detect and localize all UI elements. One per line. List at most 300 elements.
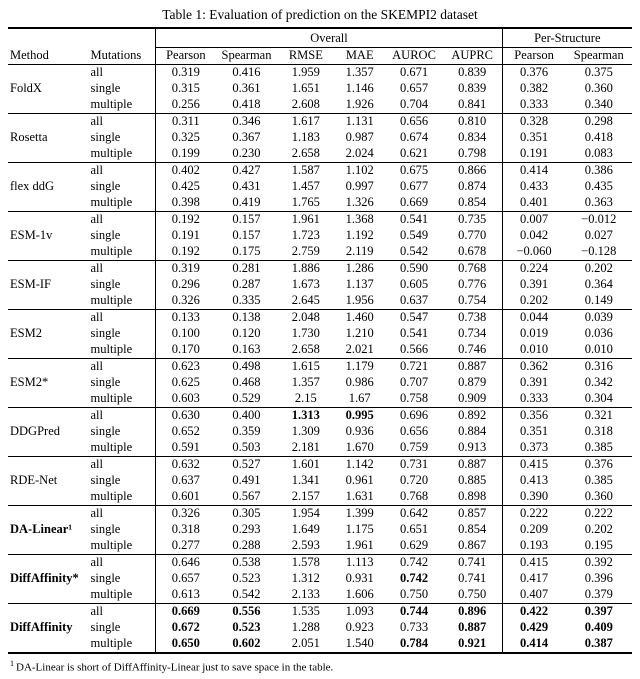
value-cell: 1.341 [291,473,320,487]
value-cell: 0.503 [232,440,261,454]
value-cell: 0.867 [458,538,487,552]
value-cell: 0.293 [232,522,261,536]
value-cell: 0.567 [232,489,261,503]
value-cell: 0.754 [458,293,487,307]
value-cell: 0.418 [584,130,613,144]
value-cell: 0.566 [399,342,429,356]
value-cell: 0.750 [458,587,487,601]
value-cell: 0.750 [399,587,429,601]
mutations-type: single [90,522,121,536]
value-cell: 1.956 [345,293,374,307]
value-cell: 0.669 [156,603,215,620]
value-cell: 0.744 [385,603,442,620]
value-cell: 1.961 [345,538,374,552]
value-cell: 0.333 [502,97,565,114]
value-cell: 0.590 [385,260,442,277]
value-cell: 0.995 [334,407,385,424]
value-cell: 0.288 [232,538,261,552]
method-name: Rosetta [8,113,89,162]
value-cell: 0.887 [443,456,502,473]
value-cell: 0.591 [156,440,215,457]
value-cell: 2.658 [291,342,320,356]
value-cell: 0.281 [215,260,277,277]
value-cell: 0.839 [458,65,487,79]
value-cell: 0.298 [566,113,633,130]
table-row [8,522,632,538]
mutations-type: single [90,179,121,193]
value-cell: 1.651 [291,81,320,95]
value-cell: 0.921 [458,636,487,650]
value-cell: 1.954 [278,505,334,522]
table-row [8,113,632,130]
mutations-type: multiple [90,636,133,650]
table-row [8,554,632,571]
value-cell: 0.885 [458,473,487,487]
value-cell: 0.362 [502,358,565,375]
table-row [8,571,632,587]
value-cell: 0.422 [502,603,565,620]
value-cell: 0.498 [215,358,277,375]
value-cell: 0.360 [584,489,613,503]
value-cell: 0.704 [399,97,429,111]
mutations-type: multiple [90,440,133,454]
value-cell: 0.541 [399,326,429,340]
value-cell: 0.202 [502,293,565,310]
value-cell: 0.133 [156,309,215,326]
value-cell: 0.120 [232,326,261,340]
value-cell: 1.587 [278,162,334,179]
value-cell: 0.776 [458,277,487,291]
value-cell: 0.669 [399,195,429,209]
value-cell: 1.175 [345,522,374,536]
table-row [8,489,632,506]
method-name: FoldX [10,81,42,95]
value-cell: 0.170 [156,342,215,359]
value-cell: 0.810 [443,113,502,130]
table-row [8,130,632,146]
value-cell: 1.617 [278,113,334,130]
value-cell: 0.360 [584,81,613,95]
mutations-type: all [89,505,156,522]
value-cell: 0.887 [443,358,502,375]
value-cell: 2.024 [345,146,374,160]
value-cell: 0.379 [584,587,613,601]
table-row [8,293,632,310]
mutations-type: multiple [90,146,133,160]
value-cell: 0.720 [399,473,429,487]
value-cell: 0.721 [385,358,442,375]
table-row [8,326,632,342]
table-header [8,28,632,64]
col-header-per-structure-spearman: Spearman [573,48,624,62]
method-name: DiffAffinity* [8,554,89,603]
value-cell: 0.931 [345,571,374,585]
value-cell: 0.857 [443,505,502,522]
col-header-per-structure-pearson: Pearson [502,47,565,64]
value-cell: 0.340 [584,97,613,111]
value-cell: 0.523 [232,620,261,634]
table-row [8,309,632,326]
value-cell: 0.391 [502,375,565,391]
value-cell: 0.027 [584,228,613,242]
mutations-type: all [89,407,156,424]
value-cell: 0.657 [156,571,215,587]
value-cell: 1.615 [278,358,334,375]
value-cell: 0.202 [566,260,633,277]
value-cell: 0.361 [232,81,261,95]
value-cell: 0.010 [584,342,613,356]
value-cell: 0.637 [399,293,429,307]
value-cell: 1.67 [348,391,371,405]
value-cell: 1.113 [334,554,385,571]
value-cell: 1.578 [278,554,334,571]
table-row [8,505,632,522]
value-cell: 0.602 [232,636,261,650]
value-cell: 0.657 [399,81,429,95]
value-cell: 1.926 [345,97,374,111]
mutations-type: single [90,375,121,389]
value-cell: 0.768 [399,489,429,503]
value-cell: 0.896 [443,603,502,620]
value-cell: 1.670 [345,440,374,454]
value-cell: 0.435 [584,179,613,193]
value-cell: 0.746 [458,342,487,356]
mutations-type: multiple [90,489,133,503]
value-cell: 0.759 [399,440,429,454]
value-cell: 1.286 [334,260,385,277]
value-cell: 0.175 [232,244,261,258]
value-cell: 0.407 [502,587,565,604]
table-row [8,603,632,620]
value-cell: 0.315 [156,81,215,97]
value-cell: 0.909 [458,391,487,405]
table-row [8,620,632,636]
value-cell: 0.549 [399,228,429,242]
table-row [8,162,632,179]
method-name: ESM2 [8,309,89,358]
value-cell: 0.402 [156,162,215,179]
value-cell: 1.357 [291,375,320,389]
value-cell: 2.133 [291,587,320,601]
value-cell: 1.399 [334,505,385,522]
value-cell: 0.542 [232,587,261,601]
value-cell: 1.309 [291,424,320,438]
value-cell: 1.723 [291,228,320,242]
value-cell: 1.137 [345,277,374,291]
value-cell: 0.887 [458,620,487,634]
value-cell: 0.527 [215,456,277,473]
value-cell: 0.230 [232,146,261,160]
value-cell: 0.784 [399,636,429,650]
value-cell: 0.841 [458,97,487,111]
value-cell: 0.735 [443,211,502,228]
mutations-type: single [90,81,121,95]
value-cell: 0.398 [156,195,215,212]
mutations-type: all [89,603,156,620]
value-cell: 0.646 [156,554,215,571]
value-cell: 0.138 [215,309,277,326]
value-cell: 0.304 [584,391,613,405]
mutations-type: multiple [90,538,133,552]
value-cell: 0.044 [502,309,565,326]
value-cell: 0.385 [584,473,613,487]
value-cell: 0.409 [584,620,613,634]
value-cell: 0.191 [502,146,565,163]
value-cell: 0.387 [584,636,613,650]
table-row [8,587,632,604]
value-cell: 1.131 [334,113,385,130]
value-cell: 0.923 [345,620,374,634]
table-row [8,538,632,555]
mutations-type: all [89,162,156,179]
value-cell: 0.431 [232,179,261,193]
value-cell: 0.623 [156,358,215,375]
value-cell: 2.048 [278,309,334,326]
value-cell: 0.798 [458,146,487,160]
value-cell: 0.224 [502,260,565,277]
value-cell: 1.460 [334,309,385,326]
value-cell: 0.741 [458,571,487,585]
value-cell: 0.468 [232,375,261,389]
value-cell: −0.128 [581,244,617,258]
col-header-rmse: RMSE [288,48,323,62]
value-cell: 1.102 [334,162,385,179]
value-cell: 0.997 [345,179,374,193]
value-cell: 1.730 [291,326,320,340]
value-cell: 0.373 [502,440,565,457]
value-cell: 1.183 [291,130,320,144]
value-cell: 0.192 [156,211,215,228]
value-cell: 0.738 [443,309,502,326]
mutations-type: single [90,424,121,438]
mutations-type: single [90,620,121,634]
value-cell: 0.898 [458,489,487,503]
mutations-type: all [89,456,156,473]
value-cell: 1.535 [278,603,334,620]
mutations-type: all [90,65,103,79]
value-cell: 0.425 [156,179,215,195]
mutations-type: multiple [90,391,133,405]
mutations-type: all [89,260,156,277]
method-name: flex ddG [8,162,89,211]
value-cell: 2.658 [291,146,320,160]
value-cell: 0.382 [502,81,565,97]
value-cell: 0.209 [502,522,565,538]
value-cell: 0.100 [156,326,215,342]
footnote-text: DA-Linear is short of DiffAffinity-Linear just to save space in the table. [16,661,334,674]
table-row [8,277,632,293]
value-cell: 1.886 [278,260,334,277]
value-cell: −0.012 [566,211,633,228]
value-cell: 2.157 [291,489,320,503]
value-cell: 0.328 [502,113,565,130]
value-cell: 1.312 [291,571,320,585]
mutations-type: single [90,326,121,340]
mutations-type: all [89,211,156,228]
value-cell: 0.333 [502,391,565,408]
value-cell: 0.839 [458,81,487,95]
value-cell: 0.325 [156,130,215,146]
value-cell: 0.556 [215,603,277,620]
mutations-type: single [90,473,121,487]
value-cell: 1.093 [334,603,385,620]
value-cell: 1.631 [345,489,374,503]
value-cell: 0.429 [502,620,565,636]
value-cell: 1.601 [278,456,334,473]
value-cell: 0.415 [502,456,565,473]
value-cell: 0.222 [566,505,633,522]
value-cell: 0.541 [385,211,442,228]
value-cell: 1.457 [291,179,320,193]
value-cell: 0.961 [345,473,374,487]
value-cell: 0.650 [156,636,215,653]
col-header-method: Method [10,48,49,62]
value-cell: 0.305 [215,505,277,522]
mutations-type: multiple [90,195,133,209]
value-cell: 0.707 [399,375,429,389]
value-cell: 2.021 [345,342,374,356]
method-name: DiffAffinity [8,603,89,653]
value-cell: 2.645 [291,293,320,307]
value-cell: 0.359 [232,424,261,438]
mutations-type: multiple [90,97,133,111]
value-cell: 2.051 [291,636,320,650]
mutations-type: multiple [90,244,133,258]
value-cell: 1.959 [291,65,320,79]
table-footnote [10,657,632,675]
value-cell: 2.181 [291,440,320,454]
value-cell: 0.326 [156,293,215,310]
table-row [8,146,632,163]
value-cell: 0.834 [458,130,487,144]
value-cell: 0.342 [584,375,613,389]
value-cell: 0.613 [156,587,215,604]
table-row [8,342,632,359]
value-cell: 0.385 [584,440,613,454]
value-cell: 0.351 [502,130,565,146]
mutations-type: multiple [90,587,133,601]
value-cell: 0.316 [566,358,633,375]
method-name: RDE-Net [8,456,89,505]
value-cell: 0.397 [566,603,633,620]
value-cell: 0.629 [399,538,429,552]
method-name: ESM-1v [8,211,89,260]
value-cell: 0.770 [458,228,487,242]
table-row [8,179,632,195]
value-cell: 0.637 [156,473,215,489]
value-cell: 0.157 [215,211,277,228]
table-row [8,97,632,114]
value-cell: 0.326 [156,505,215,522]
value-cell: 0.007 [502,211,565,228]
value-cell: 0.677 [399,179,429,193]
col-group-overall: Overall [156,28,502,47]
mutations-type: single [90,571,121,585]
value-cell: 1.961 [278,211,334,228]
table-row [8,81,632,97]
value-cell: 1.673 [291,277,320,291]
value-cell: 1.357 [345,65,374,79]
value-cell: 0.319 [156,64,215,81]
value-cell: 0.356 [502,407,565,424]
value-cell: 0.392 [566,554,633,571]
value-cell: 0.039 [566,309,633,326]
value-cell: 0.419 [232,195,261,209]
table-row [8,244,632,261]
value-cell: 0.879 [458,375,487,389]
value-cell: 0.621 [399,146,429,160]
value-cell: 0.376 [566,456,633,473]
value-cell: 0.768 [443,260,502,277]
footnote-marker: 1 [10,658,14,668]
value-cell: 0.696 [385,407,442,424]
results-table [8,27,632,654]
method-name: DA-Linear¹ [8,505,89,554]
value-cell: 0.936 [345,424,374,438]
value-cell: 0.605 [399,277,429,291]
value-cell: 0.346 [215,113,277,130]
value-cell: 0.529 [232,391,261,405]
value-cell: 0.884 [458,424,487,438]
col-header-auroc: AUROC [392,48,436,62]
value-cell: 0.734 [458,326,487,340]
value-cell: 1.210 [345,326,374,340]
mutations-type: single [90,130,121,144]
value-cell: 0.656 [399,424,429,438]
value-cell: 0.401 [502,195,565,212]
table-row [8,391,632,408]
value-cell: 0.296 [156,277,215,293]
value-cell: 0.376 [502,64,565,81]
value-cell: 1.146 [345,81,374,95]
value-cell: 0.311 [156,113,215,130]
value-cell: 0.319 [156,260,215,277]
value-cell: 1.326 [345,195,374,209]
table-row [8,195,632,212]
value-cell: 0.758 [399,391,429,405]
mutations-type: all [89,113,156,130]
value-cell: 0.157 [232,228,261,242]
value-cell: 0.987 [345,130,374,144]
value-cell: 0.491 [232,473,261,487]
mutations-type: single [90,228,121,242]
value-cell: 0.396 [584,571,613,585]
table-row [8,473,632,489]
table-row [8,228,632,244]
value-cell: 0.642 [385,505,442,522]
value-cell: 0.542 [399,244,429,258]
table-row [8,375,632,391]
value-cell: 0.277 [156,538,215,555]
value-cell: 0.671 [399,65,429,79]
value-cell: 0.433 [502,179,565,195]
value-cell: 0.400 [215,407,277,424]
value-cell: 0.415 [502,554,565,571]
value-cell: 0.367 [232,130,261,144]
value-cell: 0.674 [399,130,429,144]
table-row [8,424,632,440]
method-name: ESM-IF [8,260,89,309]
value-cell: 0.256 [156,97,215,114]
value-cell: 1.288 [291,620,320,634]
value-cell: 0.413 [502,473,565,489]
value-cell: 0.632 [156,456,215,473]
value-cell: 0.678 [458,244,487,258]
value-cell: 0.913 [458,440,487,454]
mutations-type: single [90,277,121,291]
mutations-type: all [89,554,156,571]
table-row [8,407,632,424]
